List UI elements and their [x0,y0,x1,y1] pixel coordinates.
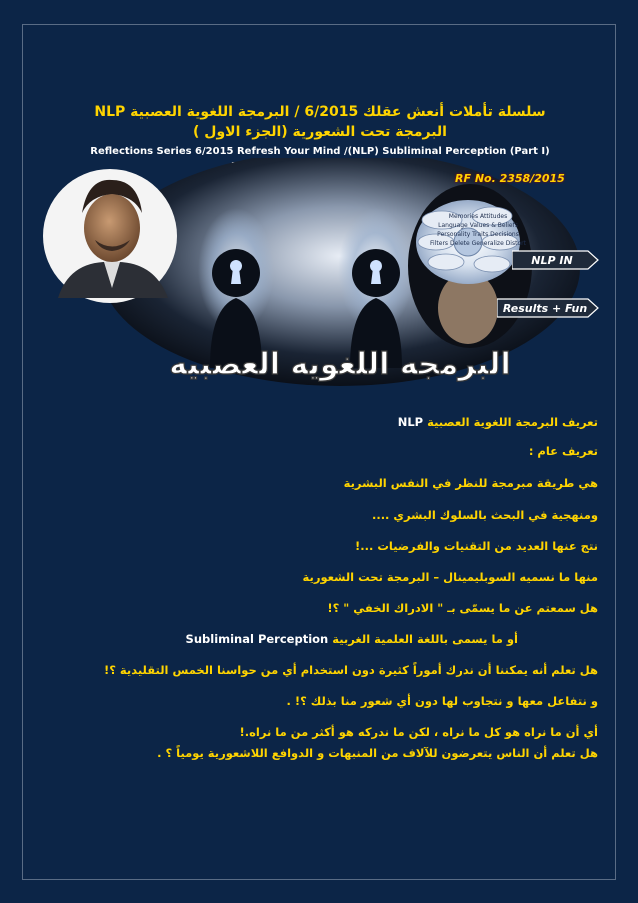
body-line-8: و نتفاعل معها و نتجاوب لها دون أي شعور منا بذلك ؟! . [286,694,598,708]
body-content [40,0,598,903]
definition-heading-latin: NLP [397,415,424,429]
rf-number-badge: RF No. 2358/2015 [455,172,565,185]
body-line-4: منها ما نسميه السوبليمينال – البرمجة تحت الشعورية [302,570,598,584]
definition-heading [40,415,598,429]
brain-label-language: Language [438,222,468,229]
body-line-9: أي أن ما نراه هو كل ما نراه ، لكن ما ندركه هو أكثر من ما نراه.! [239,725,598,739]
banner-big-title: البرمجه اللغويه العصبيه [169,347,511,382]
body-line-6-arabic: أو ما يسمى باللغة العلمية الغربية [332,632,518,646]
body-line-10: هل تعلم أن الناس يتعرضون للآلاف من المنبهات و الدوافع اللاشعورية يومياً ؟ . [157,746,598,760]
results-fun-label: Results + Fun [502,301,588,315]
definition-heading-arabic: تعريف البرمجة اللغوية العصبية [427,415,598,429]
brain-label-attitudes: Attitudes [480,213,508,220]
subliminal-perception-term: Subliminal Perception [185,632,329,646]
title-arabic-line1: سلسلة تأملات أنعش عقلك 6/2015 / البرمجة اللغوية العصبية NLP [94,104,546,120]
general-definition-label: تعريف عام : [528,444,598,458]
title-arabic-line2: البرمجة تحت الشعورية (الجزء الاول ) [193,124,447,140]
brain-label-generalize: Generalize [471,240,504,247]
brain-label-values: Values & Beliefs [469,222,518,229]
brain-label-memories: Memories [448,213,479,220]
body-line-6 [40,632,518,646]
nlp-in-label: NLP IN [531,253,573,267]
brain-label-distort: Distort [505,240,526,247]
body-line-3: نتج عنها العديد من التقنيات والفرضيات ...! [355,539,598,553]
brain-label-delete: Delete [449,240,470,247]
body-line-2: ومنهجية في البحث بالسلوك البشري .... [371,508,598,522]
brain-label-filters: Filters [430,240,449,247]
body-line-5: هل سمعتم عن ما يسمّى بـ " الادراك الخفي " ؟! [327,601,598,615]
title-english-line1: Reflections Series 6/2015 Refresh Your Mind /(NLP) Subliminal Perception (Part I) [90,146,550,157]
brain-label-decisions: Decisions [490,231,519,238]
brain-label-personality: Personality Traits [437,231,489,238]
body-line-7: هل تعلم أنه يمكننا أن ندرك أموراً كثيرة دون استخدام أي من حواسنا الخمس التقليدية ؟! [103,663,598,677]
body-line-1: هي طريقة مبرمجة للنظر في النفس البشرية [343,476,598,490]
